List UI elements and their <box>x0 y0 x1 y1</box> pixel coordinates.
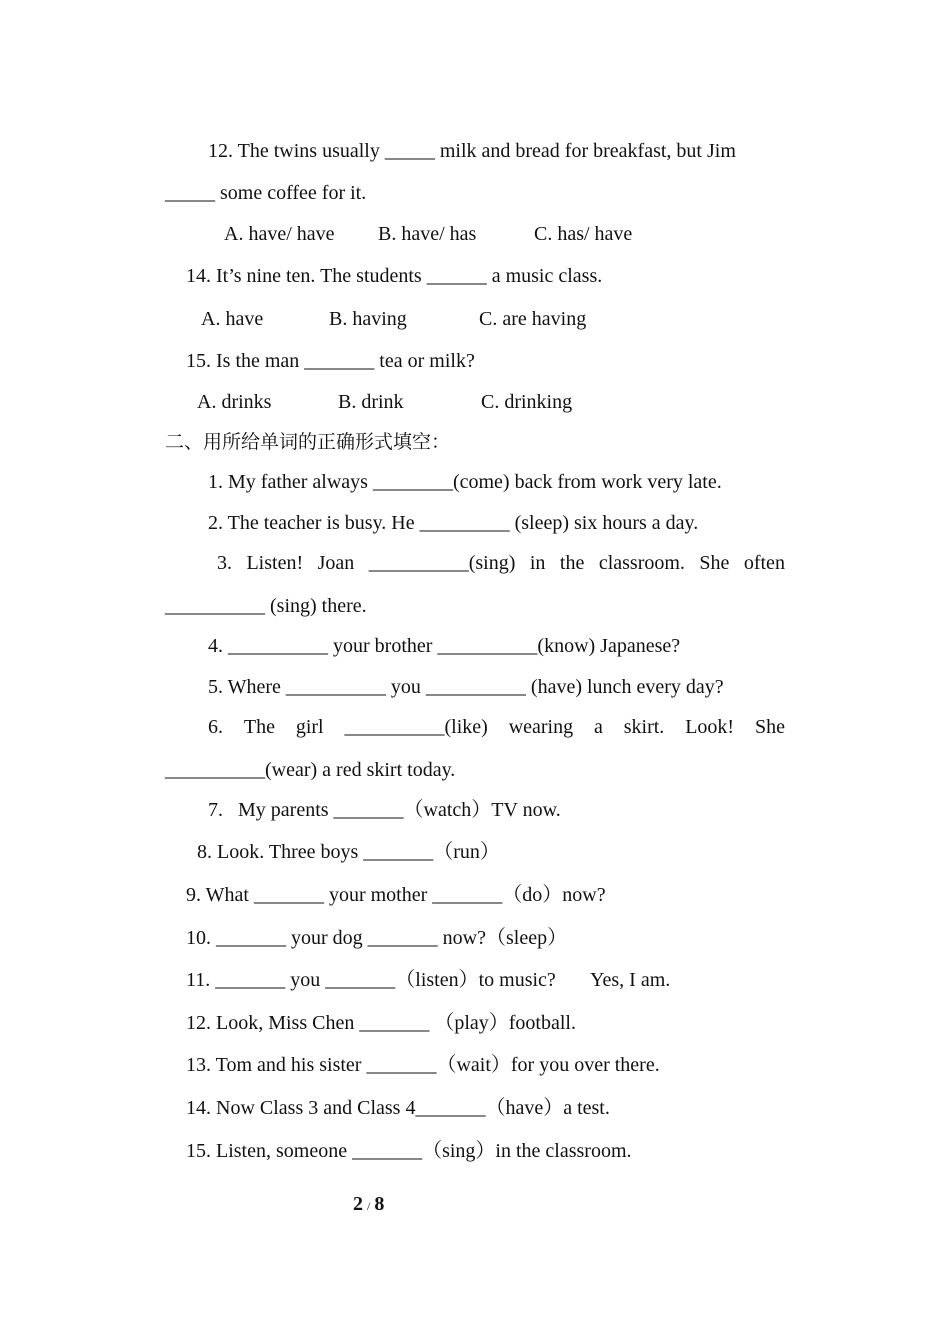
item6-word: skirt. <box>623 716 665 738</box>
q14-option-b: B. having <box>329 308 407 330</box>
item6-word: She <box>754 716 785 738</box>
item3-word: __________(sing) <box>368 552 516 574</box>
item6-word: girl <box>295 716 324 738</box>
q15-option-c: C. drinking <box>481 391 573 413</box>
item6-word: __________(like) <box>344 716 488 738</box>
q12-option-c: C. has/ have <box>534 223 633 245</box>
section2-item-10: 10. _______ your dog _______ now?（sleep） <box>186 927 568 949</box>
section2-item-9: 9. What _______ your mother _______（do）now? <box>186 884 606 906</box>
q12-line1: 12. The twins usually _____ milk and bread for breakfast, but Jim <box>208 140 736 162</box>
q14-text: 14. It’s nine ten. The students ______ a music class. <box>186 265 603 287</box>
item3-word: often <box>743 552 785 574</box>
q12-option-b: B. have/ has <box>378 223 477 245</box>
section2-item-13: 13. Tom and his sister _______（wait）for you over there. <box>186 1054 660 1076</box>
item3-word: in <box>529 552 546 574</box>
section2-item-5: 5. Where __________ you __________ (have) lunch every day? <box>208 676 724 698</box>
item3-word: She <box>699 552 730 574</box>
item6-word: Look! <box>685 716 735 738</box>
item3-word: classroom. <box>598 552 685 574</box>
item3-word: 3. <box>217 552 232 574</box>
item6-word: wearing <box>508 716 574 738</box>
item6-word: The <box>243 716 275 738</box>
section2-item-15: 15. Listen, someone _______（sing）in the classroom. <box>186 1140 632 1162</box>
section2-item-6-line1 <box>208 715 785 739</box>
q15-option-a: A. drinks <box>197 391 272 413</box>
page-number-total: 8 <box>374 1193 385 1215</box>
page-number-separator: / <box>367 1199 371 1213</box>
section2-heading: 二、用所给单词的正确形式填空： <box>165 431 451 453</box>
section2-item-1: 1. My father always ________(come) back from work very late. <box>208 471 722 493</box>
section2-item-3-line2: __________ (sing) there. <box>165 595 367 617</box>
item3-word: Joan <box>317 552 355 574</box>
page-number-current: 2 <box>353 1193 363 1215</box>
q15-text: 15. Is the man _______ tea or milk? <box>186 350 475 372</box>
q15-option-b: B. drink <box>338 391 404 413</box>
section2-item-7: 7. My parents _______（watch）TV now. <box>208 799 561 821</box>
section2-item-14: 14. Now Class 3 and Class 4_______（have）a test. <box>186 1097 610 1119</box>
section2-item-8: 8. Look. Three boys _______（run） <box>197 841 500 863</box>
item6-word: a <box>593 716 603 738</box>
q12-option-a: A. have/ have <box>224 223 335 245</box>
section2-item-4: 4. __________ your brother __________(know) Japanese? <box>208 635 681 657</box>
q14-option-a: A. have <box>201 308 264 330</box>
section2-item-6-line2: __________(wear) a red skirt today. <box>165 759 456 781</box>
q14-option-c: C. are having <box>479 308 587 330</box>
item6-word: 6. <box>208 716 223 738</box>
section2-item-12: 12. Look, Miss Chen _______ （play）football. <box>186 1012 576 1034</box>
section2-item-2: 2. The teacher is busy. He _________ (sleep) six hours a day. <box>208 512 699 534</box>
item3-word: the <box>559 552 585 574</box>
q12-line2: _____ some coffee for it. <box>165 182 367 204</box>
section2-item-3-line1 <box>217 551 785 575</box>
item3-word: Listen! <box>246 552 304 574</box>
page-number <box>353 1192 384 1218</box>
section2-item-11: 11. _______ you _______（listen）to music? Yes, I am. <box>186 969 671 991</box>
